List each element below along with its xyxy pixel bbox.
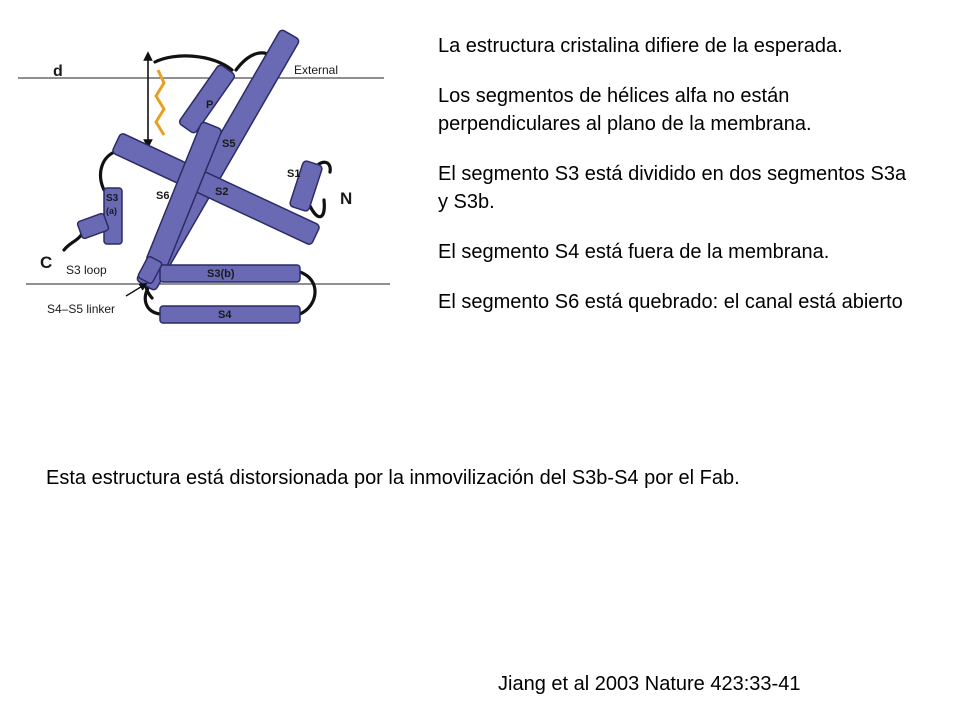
depth-zigzag xyxy=(156,70,164,135)
linker-pointer xyxy=(126,285,144,296)
observation-s4-outside: El segmento S4 está fuera de la membrana. xyxy=(438,241,830,263)
label-external: External xyxy=(294,63,339,77)
citation: Jiang et al 2003 Nature 423:33-41 xyxy=(498,673,801,695)
label-s4: S4 xyxy=(218,309,232,321)
loop-s2-s1 xyxy=(310,200,324,217)
loop-s3b-s4 xyxy=(300,272,315,314)
label-n: N xyxy=(340,189,353,208)
label-s3: S3 xyxy=(106,193,119,204)
observation-helices-tilt: Los segmentos de hélices alfa no están perpendiculares al plano de la membrana. xyxy=(438,85,812,135)
label-d: d xyxy=(53,63,63,80)
loop-s3-top xyxy=(101,150,120,190)
label-s5: S5 xyxy=(222,138,236,150)
label-s3-loop: S3 loop xyxy=(66,263,107,277)
label-s4-s5-linker: S4–S5 linker xyxy=(47,302,116,316)
label-s2: S2 xyxy=(215,186,229,198)
label-s1: S1 xyxy=(287,168,301,180)
observation-crystal-structure: La estructura cristalina difiere de la esperada. xyxy=(438,35,843,57)
observation-s6-broken: El segmento S6 está quebrado: el canal está abierto xyxy=(438,291,903,313)
label-c: C xyxy=(40,253,53,272)
observations-list xyxy=(438,32,918,338)
kv-channel-voltage-sensor-diagram xyxy=(0,0,400,330)
distortion-note: Esta estructura está distorsionada por la inmovilización del S3b-S4 por el Fab. xyxy=(46,467,740,489)
observation-s3-split: El segmento S3 está dividido en dos segmentos S3a y S3b. xyxy=(438,163,907,213)
label-p: P xyxy=(206,99,214,111)
label-s3a: (a) xyxy=(106,206,117,216)
label-s3b: S3(b) xyxy=(207,268,235,280)
label-s6: S6 xyxy=(156,190,170,202)
loop-s4-linker xyxy=(145,288,160,314)
